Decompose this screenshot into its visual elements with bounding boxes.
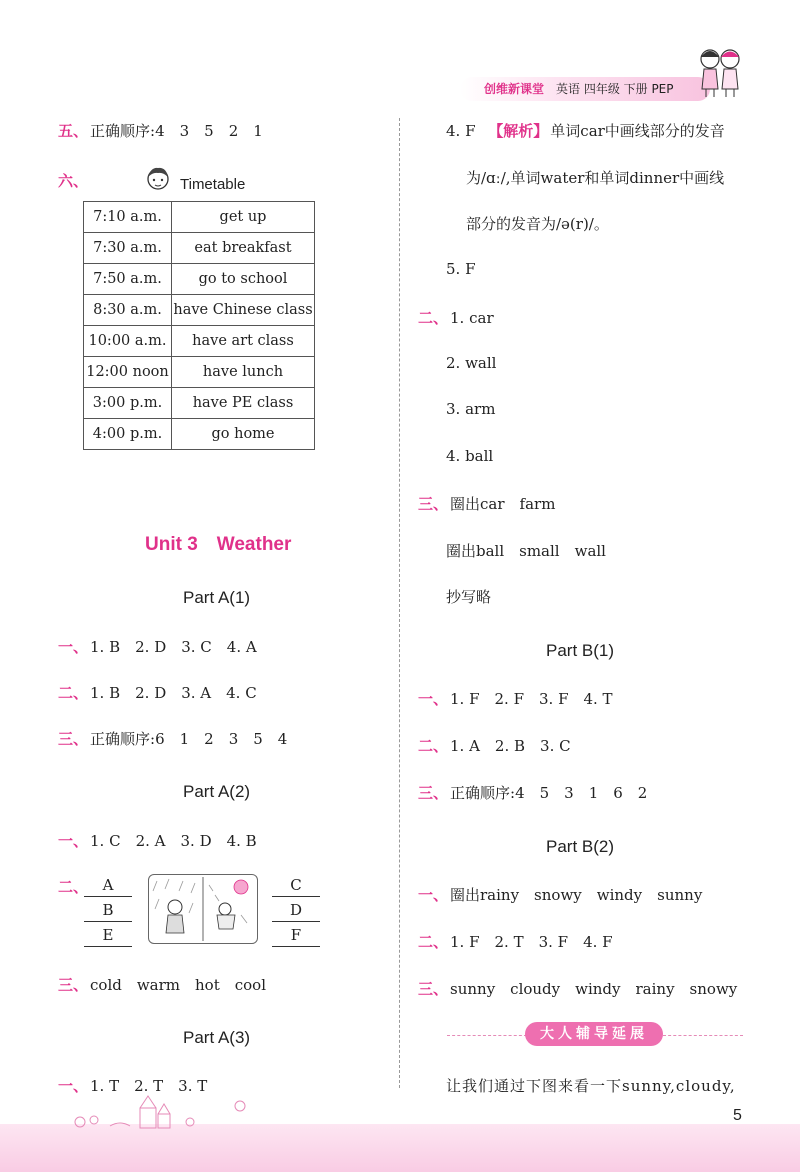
answer-text: 1. T 2. T 3. T xyxy=(90,1077,208,1095)
section-number: 三、 xyxy=(418,495,449,513)
answer-line xyxy=(418,307,494,328)
divider xyxy=(663,1035,743,1036)
section-number: 一、 xyxy=(418,886,449,904)
answer-text: 抄写略 xyxy=(446,588,492,606)
activity-cell: go to school xyxy=(172,264,315,295)
answer-text: 圈出car farm xyxy=(450,495,556,513)
activity-cell: eat breakfast xyxy=(172,233,315,264)
answer-text: 1. B 2. D 3. A 4. C xyxy=(90,684,257,702)
timetable-title: Timetable xyxy=(180,176,246,193)
answer-text: 圈出rainy snowy windy sunny xyxy=(450,886,703,904)
weather-scene-picture xyxy=(148,874,258,944)
page-header xyxy=(440,60,800,110)
series-title: 创维新课堂 xyxy=(484,82,545,96)
answer-text: 正确顺序:6 1 2 3 5 4 xyxy=(90,730,288,748)
answer-line xyxy=(418,735,571,756)
section-text: 正确顺序:4 3 5 2 1 xyxy=(90,122,263,140)
answer-text: 1. B 2. D 3. C 4. A xyxy=(90,638,257,656)
part-title: Part A(3) xyxy=(183,1028,251,1047)
part-title: Part A(2) xyxy=(183,782,251,801)
blank-answer: D xyxy=(272,899,320,922)
table-row xyxy=(84,326,315,357)
table-row xyxy=(84,388,315,419)
analysis-text: 单词car中画线部分的发音 xyxy=(550,122,725,140)
time-cell: 8:30 a.m. xyxy=(84,295,172,326)
time-cell: 7:30 a.m. xyxy=(84,233,172,264)
table-row xyxy=(84,264,315,295)
answer-text: 正确顺序:4 5 3 1 6 2 xyxy=(450,784,648,802)
section-number: 一、 xyxy=(58,638,89,656)
table-row xyxy=(84,295,315,326)
section-number: 三、 xyxy=(58,730,89,748)
answer-text: 1. A 2. B 3. C xyxy=(450,737,571,755)
answer-line xyxy=(58,974,266,995)
answer-text: 4. ball xyxy=(446,447,494,465)
table-row xyxy=(84,233,315,264)
answer-text: cold warm hot cool xyxy=(90,976,267,994)
answer-line xyxy=(446,120,725,141)
table-row xyxy=(84,202,315,233)
timetable xyxy=(83,201,315,450)
section-6 xyxy=(58,170,90,191)
section-number: 三、 xyxy=(418,784,449,802)
table-row xyxy=(84,357,315,388)
answer-text: 2. wall xyxy=(446,354,497,372)
answer-text: sunny cloudy windy rainy snowy xyxy=(450,980,738,998)
answer-text: 3. arm xyxy=(446,400,496,418)
time-cell: 12:00 noon xyxy=(84,357,172,388)
blank-answer: E xyxy=(84,924,132,947)
time-cell: 7:50 a.m. xyxy=(84,264,172,295)
activity-cell: have PE class xyxy=(172,388,315,419)
blank-answer: C xyxy=(272,874,320,897)
unit-title: Unit 3 Weather xyxy=(145,534,292,555)
answer-text: 1. F 2. T 3. F 4. F xyxy=(450,933,613,951)
answer-text: 1. F 2. F 3. F 4. T xyxy=(450,690,613,708)
answer-line xyxy=(418,978,737,999)
section-number: 一、 xyxy=(58,832,89,850)
section-number: 二、 xyxy=(418,309,449,327)
analysis-tag: 【解析】 xyxy=(488,122,549,140)
extension-badge: 大人辅导延展 xyxy=(525,1022,663,1046)
blank-answer: B xyxy=(84,899,132,922)
section-number: 二、 xyxy=(418,737,449,755)
answer-line xyxy=(58,636,257,657)
activity-cell: get up xyxy=(172,202,315,233)
section-number: 五、 xyxy=(58,122,89,140)
section-5 xyxy=(58,120,263,141)
activity-cell: have art class xyxy=(172,326,315,357)
section-number: 二、 xyxy=(58,684,89,702)
section-number: 二、 xyxy=(418,933,449,951)
answer-line xyxy=(418,884,702,905)
answer-line xyxy=(58,830,257,851)
answer-line xyxy=(418,688,613,709)
section-number: 三、 xyxy=(58,976,89,994)
boy-face-icon xyxy=(145,165,171,193)
time-cell: 7:10 a.m. xyxy=(84,202,172,233)
part-title: Part A(1) xyxy=(183,588,251,607)
part-title: Part B(2) xyxy=(546,837,615,856)
answer-line xyxy=(418,782,647,803)
answer-text: 1. C 2. A 3. D 4. B xyxy=(90,832,257,850)
answer-line xyxy=(58,682,257,703)
section-number: 三、 xyxy=(418,980,449,998)
section-number: 一、 xyxy=(58,1077,89,1095)
girls-cartoon-icon xyxy=(690,45,750,100)
page-number: 5 xyxy=(733,1107,742,1124)
item-number: 4. F xyxy=(446,122,476,140)
time-cell: 3:00 p.m. xyxy=(84,388,172,419)
section-number: 一、 xyxy=(418,690,449,708)
column-divider xyxy=(399,118,400,1088)
castle-decoration-icon xyxy=(60,1090,250,1130)
time-cell: 10:00 a.m. xyxy=(84,326,172,357)
activity-cell: have Chinese class xyxy=(172,295,315,326)
section-number: 二、 xyxy=(58,878,89,896)
answer-text: 圈出ball small wall xyxy=(446,542,606,560)
footer-band xyxy=(0,1124,800,1172)
extension-text: 让我们通过下图来看一下sunny,cloudy, xyxy=(446,1077,736,1095)
answer-line xyxy=(58,728,287,749)
answer-text: 5. F xyxy=(446,260,476,278)
section-number: 六、 xyxy=(58,172,89,190)
analysis-text: 为/ɑː/,单词water和单词dinner中画线 xyxy=(466,169,725,187)
time-cell: 4:00 p.m. xyxy=(84,419,172,450)
analysis-text: 部分的发音为/ə(r)/。 xyxy=(466,215,609,233)
part-title: Part B(1) xyxy=(546,641,615,660)
weather-scene-icon xyxy=(149,875,257,943)
answer-text: 1. car xyxy=(450,309,494,327)
activity-cell: go home xyxy=(172,419,315,450)
blank-answer: F xyxy=(272,924,320,947)
activity-cell: have lunch xyxy=(172,357,315,388)
divider xyxy=(447,1035,527,1036)
book-info: 英语 四年级 下册 PEP xyxy=(556,82,674,96)
table-row xyxy=(84,419,315,450)
answer-line xyxy=(418,493,555,514)
answer-line xyxy=(418,931,613,952)
blank-answer: A xyxy=(84,874,132,897)
